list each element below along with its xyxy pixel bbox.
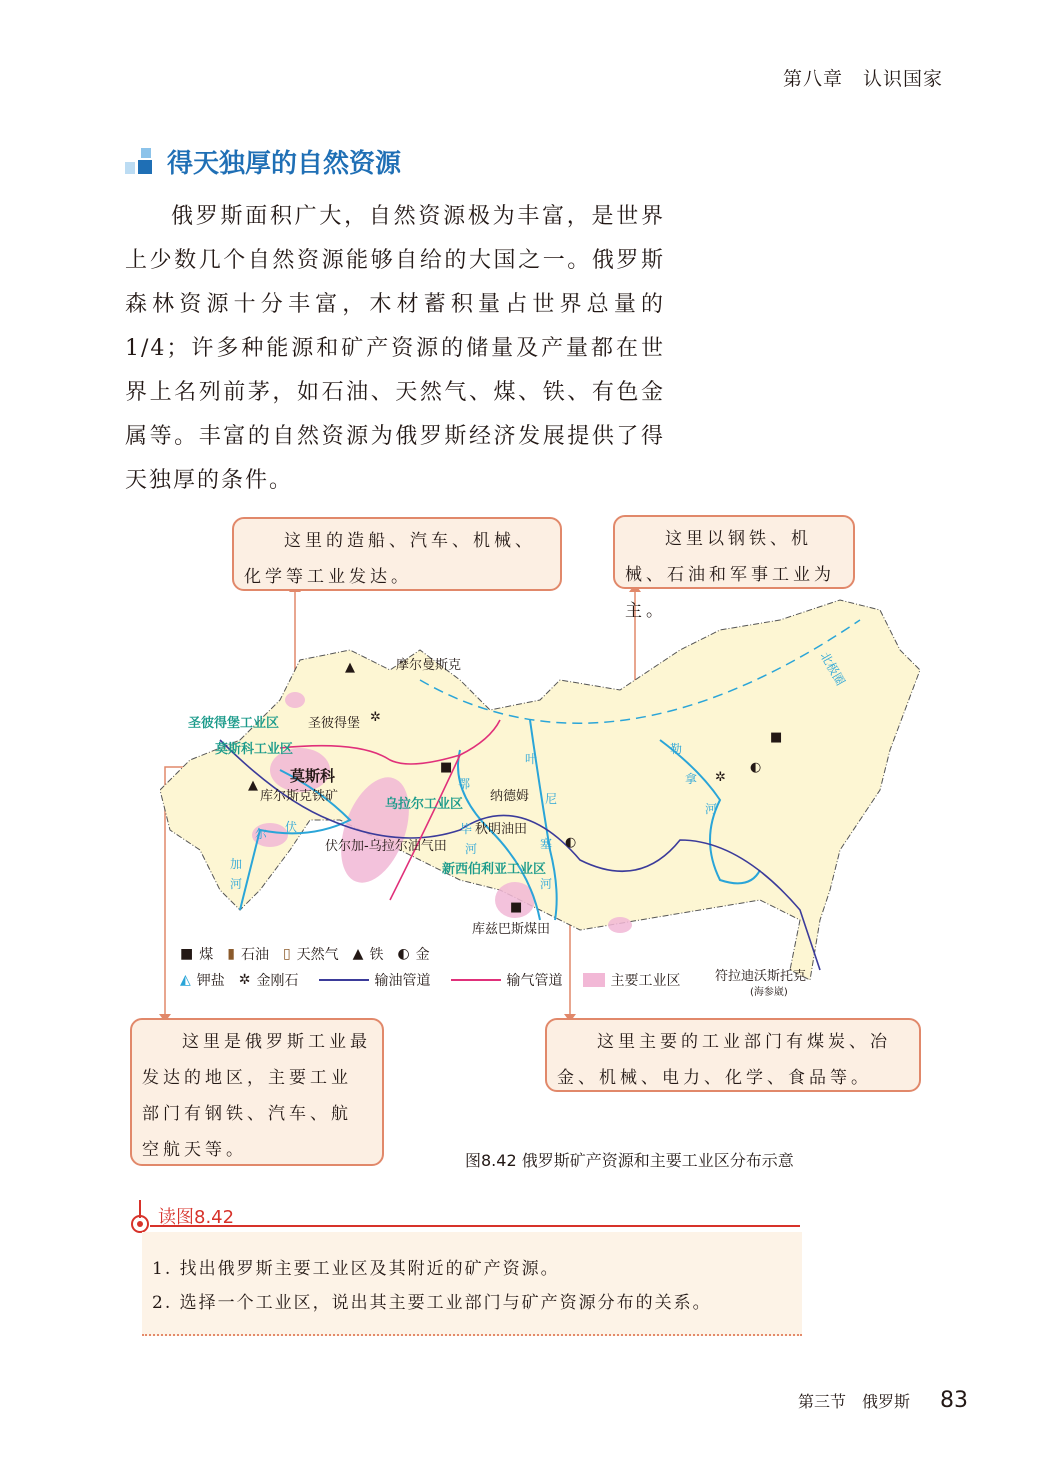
- river-ob: 河: [465, 842, 478, 856]
- footer-section: 第三节 俄罗斯: [797, 1392, 910, 1411]
- place-nadym: 纳德姆: [490, 789, 530, 804]
- legend-gas-pipeline: 输气管道: [506, 973, 563, 989]
- gold-icon: ◐: [565, 835, 577, 850]
- map-legend-row2: [180, 970, 681, 990]
- legend-diamond: 金刚石: [256, 973, 299, 989]
- place-vladivostok-alt: (海参崴): [750, 987, 788, 998]
- place-vladivostok: 符拉迪沃斯托克: [715, 969, 807, 984]
- place-murmansk: 摩尔曼斯克: [396, 658, 462, 673]
- place-kursk: 库尔斯克铁矿: [260, 789, 339, 804]
- legend-potash: 钾盐: [196, 973, 225, 989]
- potash-icon: ◭: [180, 972, 191, 988]
- place-kuzbass: 库兹巴斯煤田: [472, 922, 551, 937]
- gold-icon: ◐: [397, 946, 410, 962]
- legend-industrial-zone: 主要工业区: [610, 973, 681, 989]
- map-legend-row1: [180, 944, 430, 964]
- coal-icon: ■: [770, 730, 783, 745]
- industrial-st-petersburg: 圣彼得堡工业区: [188, 716, 280, 731]
- chapter-header: 第八章 认识国家: [782, 68, 943, 90]
- callout-st-petersburg: 这里的造船、汽车、机械、化学等工业发达。: [232, 517, 562, 591]
- gas-pipeline-icon: [451, 979, 501, 981]
- iron-icon: ▲: [352, 946, 364, 962]
- coal-icon: ■: [510, 900, 523, 915]
- figure-caption: 图8.42 俄罗斯矿产资源和主要工业区分布示意: [465, 1151, 794, 1170]
- diamond-icon: ✲: [238, 972, 251, 988]
- iron-icon: ▲: [345, 660, 355, 675]
- coal-icon: ■: [180, 946, 194, 962]
- callout-moscow: 这里是俄罗斯工业最发达的地区，主要工业部门有钢铁、汽车、航空航天等。: [130, 1018, 384, 1166]
- body-paragraph: 俄罗斯面积广大，自然资源极为丰富，是世界上少数几个自然资源能够自给的大国之一。俄罗斯森林资源十分丰富，木材蓄积量占世界总量的1/4；许多种能源和矿产资源的储量及产量都在世界上名列前茅，如石油、天然气、煤、铁、有色金属等。丰富的自然资源为俄罗斯经济发展提供了得天独厚的条件。: [125, 204, 665, 493]
- river-yenisei: 尼: [545, 792, 558, 806]
- gas-icon: ▯: [282, 946, 291, 962]
- reading-divider: [150, 1225, 800, 1227]
- coal-icon: ■: [440, 760, 453, 775]
- arctic-circle-label: 北极圈: [817, 649, 848, 688]
- place-moscow: 莫斯科: [290, 767, 336, 785]
- page-footer: [798, 1388, 968, 1413]
- reading-question: 1. 找出俄罗斯主要工业区及其附近的矿产资源。: [152, 1259, 560, 1279]
- industrial-ural: 乌拉尔工业区: [385, 797, 464, 812]
- legend-gas: 天然气: [296, 947, 339, 963]
- river-yenisei: 塞: [540, 837, 553, 851]
- reading-target-icon: [130, 1198, 154, 1234]
- legend-gold: 金: [415, 947, 430, 963]
- river-lena: 拿: [685, 772, 698, 786]
- legend-oil: 石油: [240, 947, 269, 963]
- reading-header: [130, 1198, 234, 1234]
- industrial-novosibirsk: 新西伯利亚工业区: [442, 862, 547, 877]
- gold-icon: ◐: [750, 760, 762, 775]
- oil-icon: ▮: [227, 946, 235, 962]
- industrial-zone-swatch: [583, 973, 605, 987]
- reading-title: 读图8.42: [158, 1207, 235, 1228]
- place-tyumen-oilfield: 秋明油田: [475, 822, 528, 837]
- river-lena: 河: [705, 802, 718, 816]
- legend-iron: 铁: [369, 947, 384, 963]
- industrial-moscow: 莫斯科工业区: [215, 742, 294, 757]
- callout-ural: 这里以钢铁、机械、石油和军事工业为主。: [613, 515, 855, 589]
- iron-icon: ▲: [248, 778, 258, 793]
- river-yenisei: 叶: [525, 752, 538, 766]
- diamond-icon: ✲: [715, 770, 726, 785]
- river-lena: 勒: [670, 742, 683, 756]
- river-volga: 伏: [285, 820, 298, 834]
- oil-pipeline-icon: [319, 979, 369, 981]
- place-st-petersburg: 圣彼得堡: [308, 716, 361, 731]
- reading-questions: [142, 1232, 802, 1336]
- reading-question: 2. 选择一个工业区，说出其主要工业部门与矿产资源分布的关系。: [152, 1293, 712, 1313]
- river-volga: 加: [230, 857, 243, 871]
- river-yenisei: 河: [540, 877, 553, 891]
- river-volga: 尔: [255, 827, 268, 841]
- callout-siberia: 这里主要的工业部门有煤炭、冶金、机械、电力、化学、食品等。: [545, 1018, 921, 1092]
- legend-coal: 煤: [199, 947, 214, 963]
- place-volga-ural: 伏尔加-乌拉尔油气田: [325, 839, 447, 854]
- river-ob: 毕: [460, 822, 473, 836]
- diamond-icon: ✲: [370, 710, 381, 725]
- section-title: 得天独厚的自然资源: [167, 149, 402, 179]
- river-volga: 河: [230, 877, 243, 891]
- legend-oil-pipeline: 输油管道: [374, 973, 431, 989]
- river-ob: 鄂: [458, 777, 471, 791]
- page-number: 83: [940, 1388, 968, 1413]
